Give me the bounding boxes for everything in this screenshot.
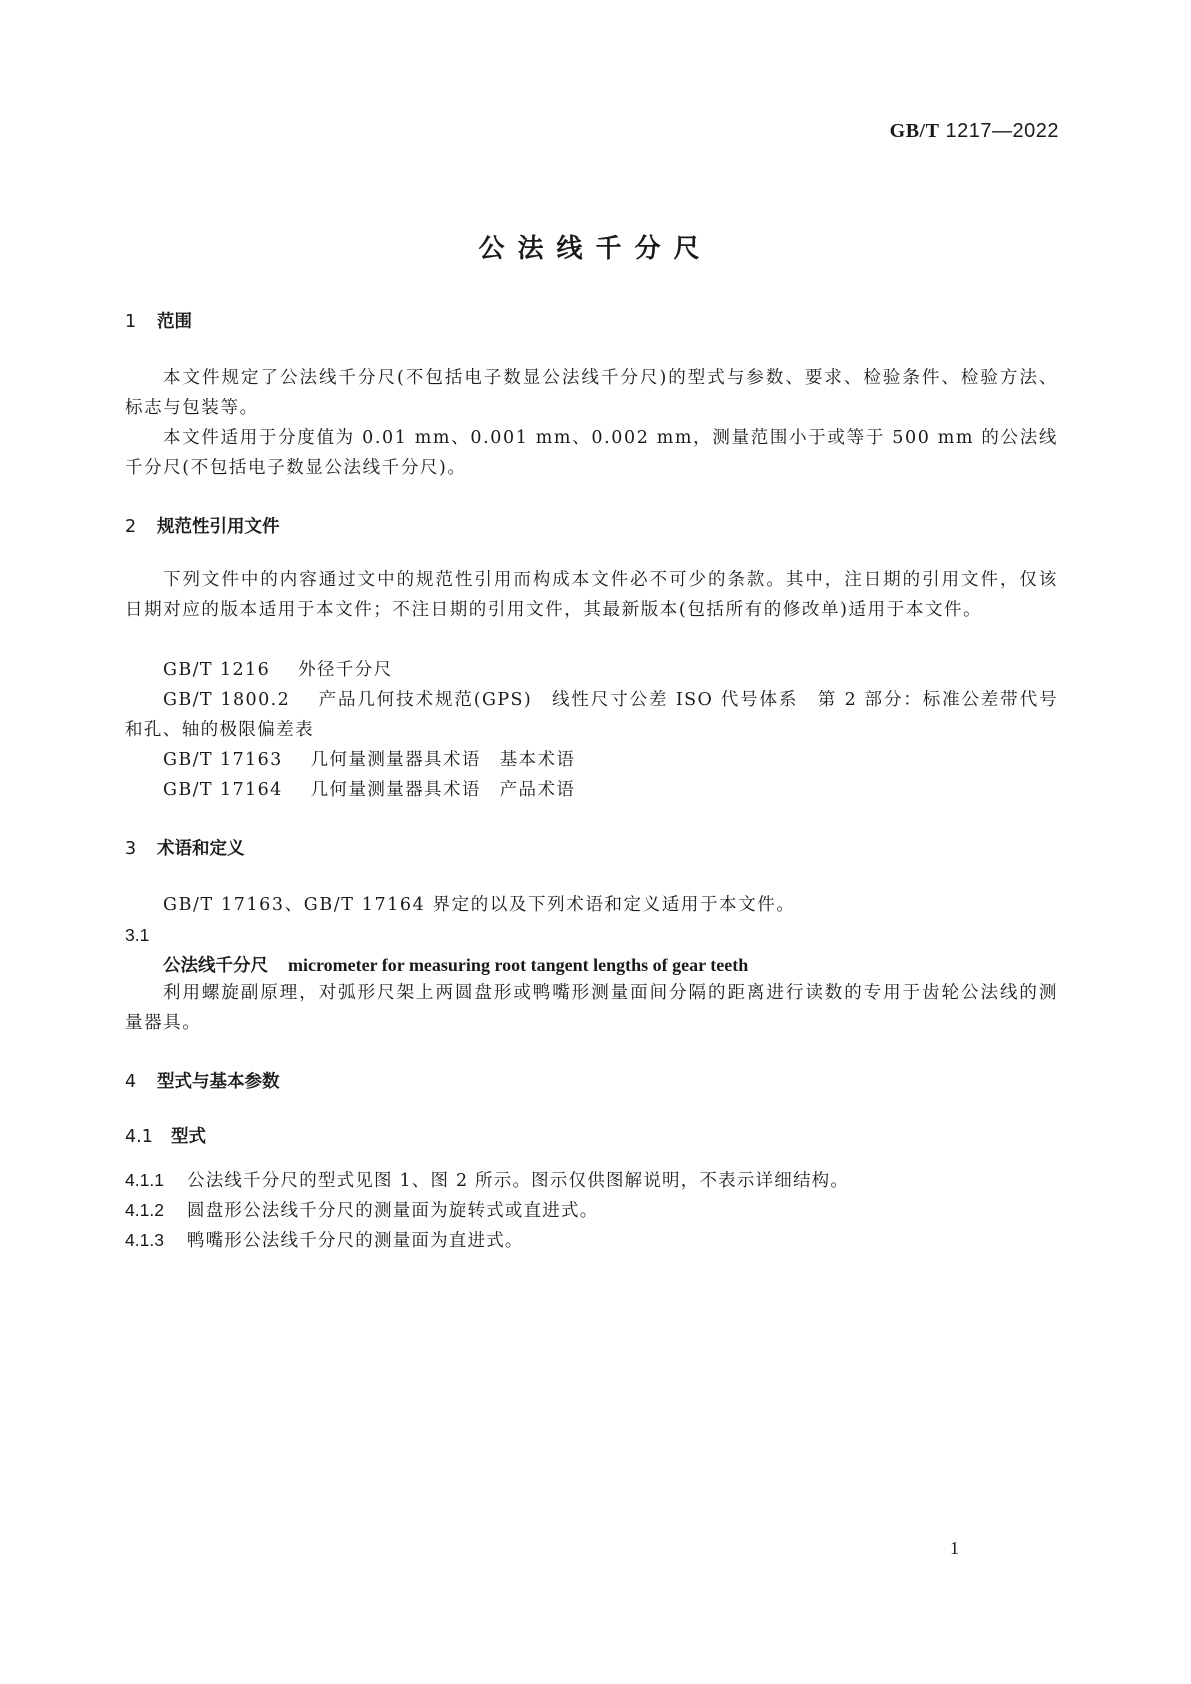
section-title: 型式与基本参数 bbox=[157, 1072, 280, 1092]
paragraph: GB/T 17163、GB/T 17164 界定的以及下列术语和定义适用于本文件。 bbox=[163, 895, 796, 915]
subsection-number: 4.1 bbox=[125, 1127, 153, 1147]
reference-title: 产品几何技术规范(GPS) 线性尺寸公差 ISO 代号体系 第 2 部分：标准公差带代号和孔、轴的极限偏差表 bbox=[125, 690, 1058, 740]
term-english: micrometer for measuring root tangent lengths of gear teeth bbox=[288, 955, 749, 975]
standard-number bbox=[890, 120, 1059, 143]
section-number: 1 bbox=[125, 312, 137, 332]
reference-title: 几何量测量器具术语 产品术语 bbox=[310, 780, 576, 800]
section-number: 3 bbox=[125, 839, 137, 859]
clause-text: 鸭嘴形公法线千分尺的测量面为直进式。 bbox=[187, 1231, 524, 1251]
subsection-title: 型式 bbox=[171, 1127, 206, 1147]
clause-text: 圆盘形公法线千分尺的测量面为旋转式或直进式。 bbox=[187, 1201, 599, 1221]
section-4-heading bbox=[125, 1068, 280, 1093]
section-title: 规范性引用文件 bbox=[157, 517, 280, 537]
section-1-heading bbox=[125, 308, 192, 333]
reference-title: 几何量测量器具术语 基本术语 bbox=[310, 750, 576, 770]
section-title: 术语和定义 bbox=[157, 839, 245, 859]
reference-item bbox=[163, 775, 1058, 805]
clause-item bbox=[125, 1195, 598, 1226]
clause-number: 4.1.1 bbox=[125, 1170, 164, 1190]
standard-prefix: GB/T bbox=[889, 120, 940, 142]
reference-code: GB/T 1216 bbox=[163, 660, 271, 680]
paragraph: 本文件适用于分度值为 0.01 mm、0.001 mm、0.002 mm，测量范围小于或等于 500 mm 的公法线千分尺(不包括电子数显公法线千分尺)。 bbox=[125, 428, 1058, 478]
section-title: 范围 bbox=[157, 312, 192, 332]
reference-item bbox=[163, 745, 1058, 775]
clause-number: 4.1.2 bbox=[125, 1200, 164, 1220]
document-title: 公法线千分尺 bbox=[478, 234, 713, 264]
section-2-heading bbox=[125, 513, 280, 538]
paragraph: 下列文件中的内容通过文中的规范性引用而构成本文件必不可少的条款。其中，注日期的引用文件，仅该日期对应的版本适用于本文件；不注日期的引用文件，其最新版本(包括所有的修改单)适用于本文件。 bbox=[125, 570, 1058, 620]
clause-number: 4.1.3 bbox=[125, 1230, 164, 1250]
term-chinese: 公法线千分尺 bbox=[163, 956, 268, 976]
standard-code: 1217—2022 bbox=[945, 120, 1059, 142]
subsection-4-1-heading bbox=[125, 1123, 206, 1148]
page-number: 1 bbox=[950, 1538, 959, 1558]
reference-item bbox=[125, 685, 1058, 745]
reference-title: 外径千分尺 bbox=[298, 660, 393, 680]
reference-item bbox=[163, 655, 1058, 685]
clause-item bbox=[125, 1165, 849, 1196]
section-number: 4 bbox=[125, 1072, 137, 1092]
reference-code: GB/T 17164 bbox=[163, 780, 283, 800]
clause-text: 公法线千分尺的型式见图 1、图 2 所示。图示仅供图解说明，不表示详细结构。 bbox=[187, 1171, 850, 1191]
reference-code: GB/T 17163 bbox=[163, 750, 283, 770]
reference-code: GB/T 1800.2 bbox=[163, 690, 291, 710]
term-definition: 利用螺旋副原理，对弧形尺架上两圆盘形或鸭嘴形测量面间分隔的距离进行读数的专用于齿轮公法线的测量器具。 bbox=[125, 983, 1058, 1033]
section-number: 2 bbox=[125, 517, 137, 537]
paragraph: 本文件规定了公法线千分尺(不包括电子数显公法线千分尺)的型式与参数、要求、检验条件、检验方法、标志与包装等。 bbox=[125, 368, 1058, 418]
section-3-heading bbox=[125, 835, 245, 860]
clause-item bbox=[125, 1225, 524, 1256]
term-number: 3.1 bbox=[125, 925, 150, 945]
term-entry bbox=[163, 952, 748, 977]
